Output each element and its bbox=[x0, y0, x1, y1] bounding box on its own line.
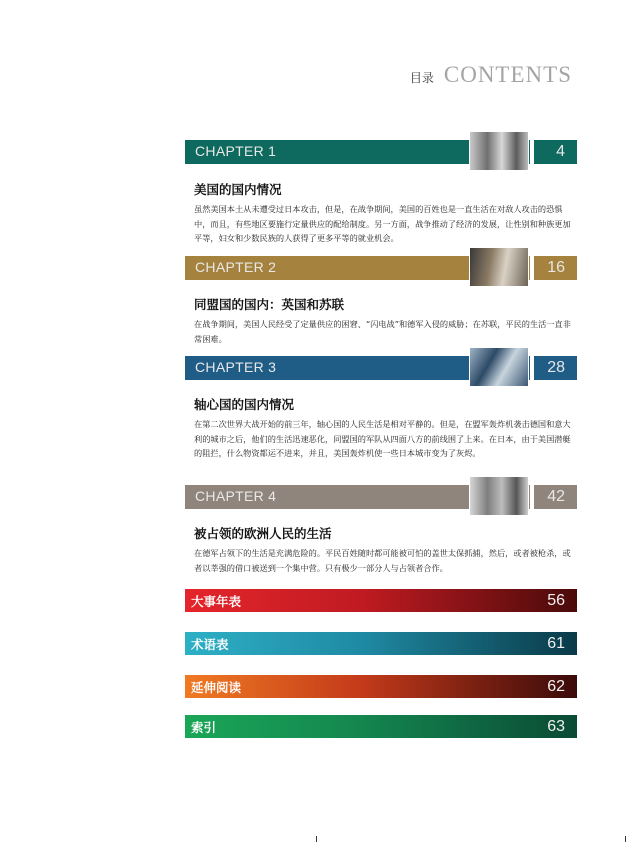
divider bbox=[530, 256, 534, 280]
timeline-bar[interactable] bbox=[185, 589, 577, 612]
section-label: 延伸阅读 bbox=[191, 680, 242, 695]
divider bbox=[530, 356, 534, 380]
section-label: 术语表 bbox=[191, 637, 229, 652]
further-reading-bar[interactable] bbox=[185, 675, 577, 698]
chapter-description: 在战争期间，美国人民经受了定量供应的困窘、“闪电战”和德军入侵的威胁；在苏联，平民的生活一直非常困难。 bbox=[194, 319, 571, 344]
chapter-4-photo bbox=[469, 476, 529, 516]
chapter-description: 在第二次世界大战开始的前三年，轴心国的人民生活是相对平静的。但是，在盟军轰炸机袭击德国和意大利的城市之后，他们的生活迅速恶化，同盟国的军队从四面八方的前线围了上来。在日本，由于美国潜艇的阻拦，什么物资都运不进来，并且，美国轰炸机使一些日本城市变为了灰烬。 bbox=[194, 419, 571, 458]
contents-title-cn: 目录 bbox=[409, 71, 434, 85]
section-label: 索引 bbox=[191, 720, 217, 735]
chapter-description: 虽然美国本土从未遭受过日本攻击，但是，在战争期间，美国的百姓也是一直生活在对敌人攻击的恐惧中，而且，有些地区要施行定量供应的配给制度。另一方面，战争推动了经济的发展，让性别和种族更加平等，妇女和少数民族的人获得了更多平等的就业机会。 bbox=[194, 204, 571, 243]
chapter-page-number: 4 bbox=[556, 143, 565, 160]
divider bbox=[530, 485, 534, 509]
chapter-description: 在德军占领下的生活是充满危险的。平民百姓随时都可能被可怕的盖世太保抓捕，然后，或者被枪杀，或者以莘强的借口被送到一个集中营。只有极少一部分人与占领者合作。 bbox=[194, 548, 571, 573]
chapter-title: 被占领的欧洲人民的生活 bbox=[194, 526, 332, 541]
chapter-page-number: 42 bbox=[547, 488, 565, 505]
chapter-title: 美国的国内情况 bbox=[194, 182, 282, 197]
chapter-1-photo bbox=[469, 131, 529, 171]
crop-mark bbox=[625, 836, 626, 842]
chapter-3-bar[interactable] bbox=[185, 356, 577, 380]
chapter-1-entry bbox=[194, 180, 577, 246]
chapter-label: CHAPTER 3 bbox=[195, 359, 277, 375]
chapter-label: CHAPTER 1 bbox=[195, 143, 277, 159]
chapter-2-photo bbox=[469, 247, 529, 287]
chapter-title: 轴心国的国内情况 bbox=[194, 397, 295, 412]
chapter-page-number: 16 bbox=[547, 259, 565, 276]
chapter-3-photo bbox=[469, 347, 529, 387]
contents-header bbox=[410, 62, 572, 88]
section-label: 大事年表 bbox=[191, 594, 242, 609]
chapter-2-entry bbox=[194, 295, 577, 346]
crop-mark bbox=[316, 836, 317, 842]
chapter-2-bar[interactable] bbox=[185, 256, 577, 280]
contents-title-en: CONTENTS bbox=[443, 62, 572, 87]
section-page-number: 63 bbox=[547, 718, 565, 735]
index-bar[interactable] bbox=[185, 715, 577, 738]
chapter-4-entry bbox=[194, 524, 577, 575]
chapter-title: 同盟国的国内：英国和苏联 bbox=[194, 297, 345, 312]
chapter-4-bar[interactable] bbox=[185, 485, 577, 509]
chapter-label: CHAPTER 4 bbox=[195, 488, 277, 504]
chapter-3-entry bbox=[194, 395, 577, 461]
section-page-number: 61 bbox=[547, 635, 565, 652]
glossary-bar[interactable] bbox=[185, 632, 577, 655]
chapter-1-bar[interactable] bbox=[185, 140, 577, 164]
section-page-number: 62 bbox=[547, 678, 565, 695]
chapter-page-number: 28 bbox=[547, 359, 565, 376]
divider bbox=[530, 140, 534, 164]
chapter-label: CHAPTER 2 bbox=[195, 259, 277, 275]
section-page-number: 56 bbox=[547, 592, 565, 609]
